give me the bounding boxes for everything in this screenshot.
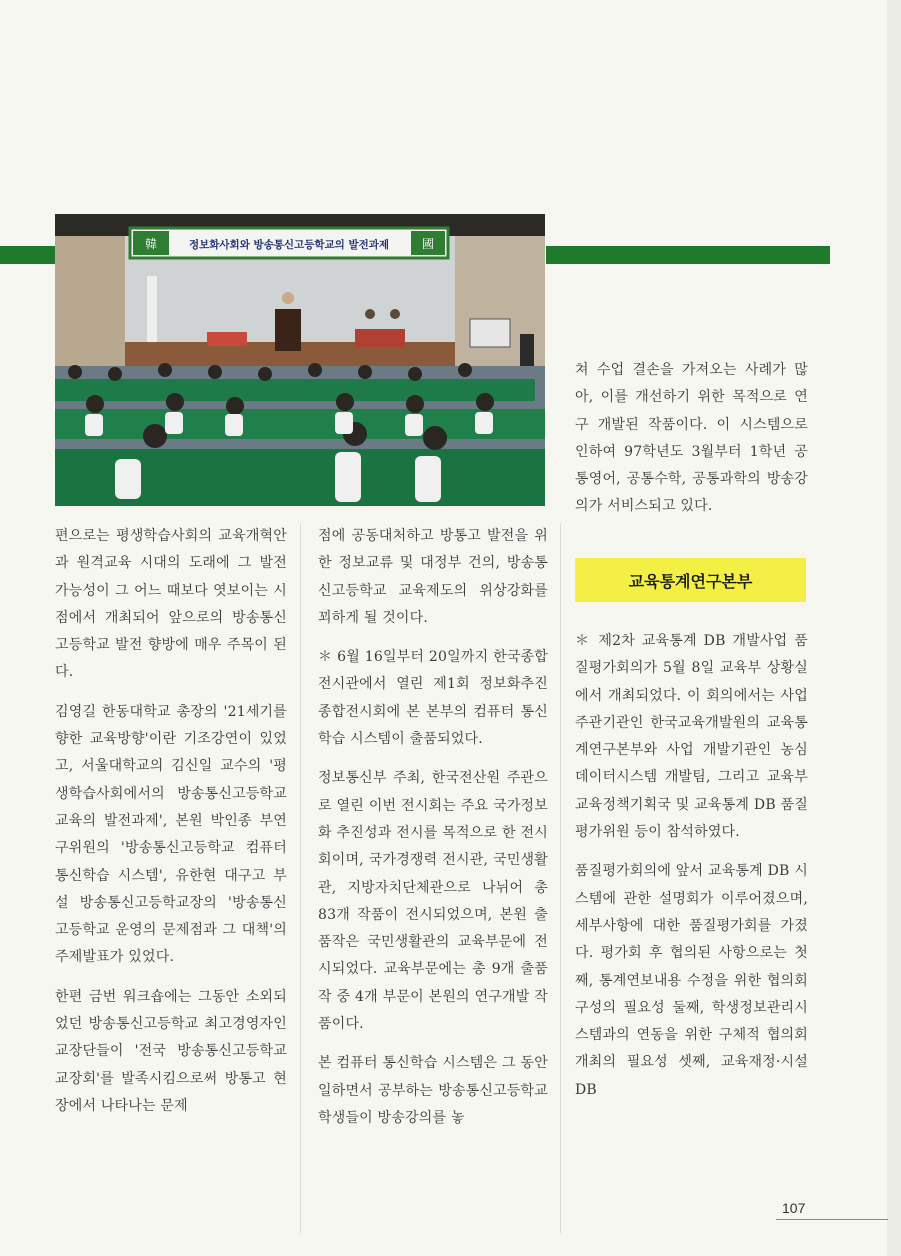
paragraph: 품질평가회의에 앞서 교육통계 DB 시스템에 관한 설명회가 이루어졌으며, 세부사항에 대한 품질평가회를 가졌다. 평가회 후 협의된 사항으로는 첫째, 통계연보내용 수정을 위한 협의회 구성의 필요성 둘째, 학생정보관리시스템과의 연동을 위한 구체적 협의회 개최의 필요성 셋째, 교육재정·시설 DB — [575, 863, 808, 1098]
body-column-2 — [318, 523, 548, 1144]
body-column-3-top — [575, 357, 808, 533]
paragraph: 정보통신부 주최, 한국전산원 주관으로 열린 이번 전시회는 주요 국가정보화 추진성과 전시를 목적으로 한 전시회이며, 국가경쟁력 전시관, 국민생활관, 지방자치단체관으로 나뉘어 총 83개 작품이 전시되었으며, 본원 출품작은 국민생활관의 교육부문에 전시되었다. 교육부문에는 총 9개 출품작 중 4개 부문이 본원의 연구개발 작품이다. — [318, 770, 548, 1033]
banner-right-glyph: 國 — [421, 237, 435, 251]
conference-photo-illustration — [55, 214, 545, 506]
page-number-rule — [776, 1219, 888, 1220]
banner-left-glyph: 韓 — [144, 237, 158, 251]
paragraph: 한편 금번 워크숍에는 그동안 소외되었던 방송통신고등학교 최고경영자인 교장단들이 '전국 방송통신고등학교 교장회'를 발족시킴으로써 방통고 현장에서 나타나는 문제 — [55, 988, 287, 1114]
green-accent-bar-left — [0, 246, 58, 264]
column-divider — [560, 523, 561, 1233]
page-number: 107 — [782, 1200, 806, 1216]
paragraph: 쳐 수업 결손을 가져오는 사례가 많아, 이를 개선하기 위한 목적으로 연구 개발된 작품이다. 이 시스템으로 인하여 97학년도 3월부터 1학년 공통영어, 공통수학, 공통과학의 방송강의가 서비스되고 있다. — [575, 362, 808, 515]
green-accent-bar-right — [546, 246, 830, 264]
section-heading: 교육통계연구본부 — [575, 558, 806, 602]
paragraph: 점에 공동대처하고 방통고 발전을 위한 정보교류 및 대정부 건의, 방송통신고등학교 교육제도의 위상강화를 꾀하게 될 것이다. — [318, 528, 548, 626]
body-column-1 — [55, 523, 287, 1132]
paragraph: ＊ 6월 16일부터 20일까지 한국종합전시관에서 열린 제1회 정보화추진 종합전시회에 본 본부의 컴퓨터 통신학습 시스템이 출품되었다. — [318, 649, 548, 748]
paragraph: 본 컴퓨터 통신학습 시스템은 그 동안 일하면서 공부하는 방송통신고등학교 학생들이 방송강의를 놓 — [318, 1055, 548, 1126]
page-edge — [887, 0, 901, 1256]
banner-text: 정보화사회와 방송통신고등학교의 발전과제 — [188, 239, 390, 251]
body-column-3-bottom — [575, 628, 808, 1116]
paragraph: ＊ 제2차 교육통계 DB 개발사업 품질평가회의가 5월 8일 교육부 상황실에서 개최되었다. 이 회의에서는 사업 주관기관인 한국교육개발원의 교육통계연구본부와 사업 개발기관인 농심데이터시스템 개발팀, 그리고 교육부 교육정책기획국 및 교육통계 DB 품질평가위원 등이 참석하였다. — [575, 633, 808, 841]
paragraph: 김영길 한동대학교 총장의 '21세기를 향한 교육방향'이란 기조강연이 있었고, 서울대학교의 김신일 교수의 '평생학습사회에서의 방송통신고등학교 교육의 발전과제', 본원 박인종 부연구위원의 '방송통신고등학교 컴퓨터 통신학습 시스템', 유한현 대구고 부설 방송통신고등학교장의 '방송통신고등학교 운영의 문제점과 그 대책'의 주제발표가 있었다. — [55, 703, 287, 966]
conference-photo — [55, 214, 545, 506]
column-divider — [300, 523, 301, 1233]
paragraph: 편으로는 평생학습사회의 교육개혁안과 원격교육 시대의 도래에 그 발전 가능성이 그 어느 때보다 엿보이는 시점에서 개최되어 앞으로의 방송통신고등학교 발전 향방에 매우 주목이 된다. — [55, 528, 287, 681]
